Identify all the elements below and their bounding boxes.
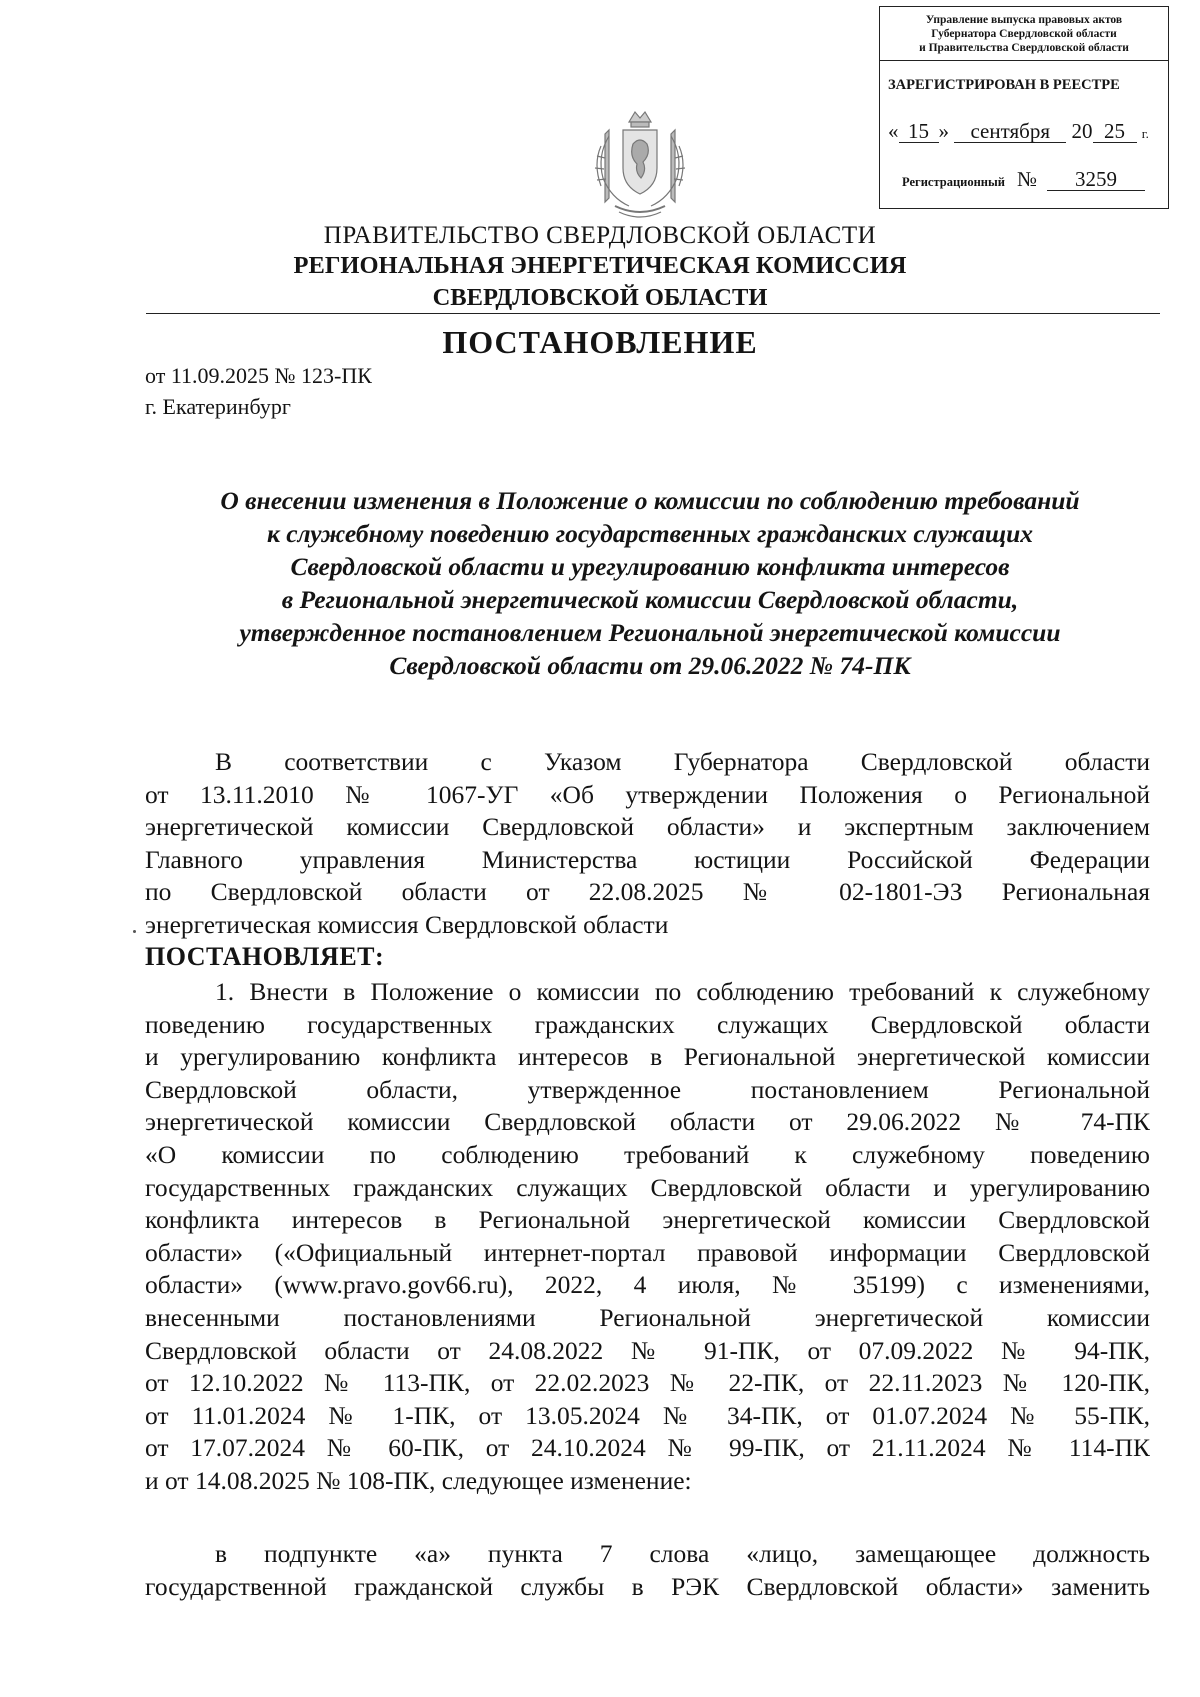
item-1-line: и от 14.08.2025 № 108-ПК, следующее изменение: <box>145 1465 692 1495</box>
title-line: Свердловской области и урегулированию конфликта интересов <box>290 552 1010 581</box>
item-1-line: Свердловской области, утвержденное постановлением Региональной <box>145 1074 1150 1104</box>
document-title <box>100 484 1200 682</box>
item-1-line: от 17.07.2024 № 60-ПК, от 24.10.2024 № 99-ПК, от 21.11.2024 № 114-ПК <box>145 1433 1150 1463</box>
header-divider <box>146 313 1160 314</box>
stamp-num-sign: № <box>1016 167 1038 191</box>
commission-name-line1: РЕГИОНАЛЬНАЯ ЭНЕРГЕТИЧЕСКАЯ КОМИССИЯ <box>293 252 907 279</box>
government-name: ПРАВИТЕЛЬСТВО СВЕРДЛОВСКОЙ ОБЛАСТИ <box>323 222 877 249</box>
preamble-line: В соответствии с Указом Губернатора Свердловской области <box>215 747 1150 776</box>
item-1-line: Свердловской области от 24.08.2022 № 91-ПК, от 07.09.2022 № 94-ПК, <box>145 1335 1150 1365</box>
title-line: к служебному поведению государственных гражданских служащих <box>266 519 1034 548</box>
stamp-year-mark: г. <box>1141 126 1149 141</box>
stamp-close-quote: » <box>938 119 949 143</box>
stamp-registered-label: ЗАРЕГИСТРИРОВАН В РЕЕСТРЕ <box>888 77 1120 93</box>
stamp-reg-number: 3259 <box>1047 168 1145 191</box>
item-1-line: энергетической комиссии Свердловской области от 29.06.2022 № 74-ПК <box>145 1107 1150 1137</box>
preamble-line: энергетическая комиссия Свердловской области <box>145 909 669 939</box>
document-type: ПОСТАНОВЛЕНИЕ <box>442 324 758 360</box>
title-line: О внесении изменения в Положение о комиссии по соблюдению требований <box>220 486 1080 515</box>
stamp-header-line: Губернатора Свердловской области <box>931 28 1117 40</box>
item-1-line: и урегулированию конфликта интересов в Региональной энергетической комиссии <box>145 1042 1150 1072</box>
stamp-reg-label: Регистрационный <box>902 175 1005 189</box>
change-paragraph <box>145 1538 1150 1603</box>
item-1-line: области» («Официальный интернет-портал правовой информации Свердловской <box>145 1237 1150 1267</box>
title-line: утвержденное постановлением Региональной энергетической комиссии <box>239 618 1061 647</box>
stamp-header <box>880 7 1168 61</box>
preamble-line: по Свердловской области от 22.08.2025 № 02-1801-ЭЗ Региональная <box>145 877 1150 907</box>
item-1-line: от 11.01.2024 № 1-ПК, от 13.05.2024 № 34-ПК, от 01.07.2024 № 55-ПК, <box>145 1400 1150 1430</box>
stamp-header-line: Управление выпуска правовых актов <box>925 14 1123 26</box>
item-1 <box>145 976 1150 1498</box>
stamp-year-prefix: 20 <box>1071 119 1093 143</box>
preamble <box>145 746 1150 942</box>
item-1-line: государственных гражданских служащих Свердловской области и урегулированию <box>145 1172 1150 1202</box>
preamble-line: Главного управления Министерства юстиции Российской Федерации <box>145 844 1150 874</box>
item-1-line: поведению государственных гражданских служащих Свердловской области <box>145 1009 1150 1039</box>
stamp-open-quote: « <box>888 119 899 143</box>
preamble-line: от 13.11.2010 № 1067-УГ «Об утверждении Положения о Региональной <box>145 779 1150 809</box>
stamp-number-row <box>902 167 1145 192</box>
item-1-line: конфликта интересов в Региональной энергетической комиссии Свердловской <box>145 1205 1150 1235</box>
item-1-line: 1. Внести в Положение о комиссии по соблюдению требований к служебному <box>215 977 1150 1006</box>
stamp-header-line: и Правительства Свердловской области <box>919 42 1129 54</box>
title-line: в Региональной энергетической комиссии Свердловской области, <box>281 585 1019 614</box>
registration-stamp <box>879 6 1169 209</box>
commission-name-line2: СВЕРДЛОВСКОЙ ОБЛАСТИ <box>432 284 768 311</box>
change-line: государственной гражданской службы в РЭК Свердловской области» заменить <box>145 1571 1150 1601</box>
stamp-month: сентября <box>954 120 1066 143</box>
coat-of-arms-icon <box>585 106 695 224</box>
stamp-day: 15 <box>899 120 939 143</box>
document-date-number: от 11.09.2025 № 123-ПК <box>145 363 372 388</box>
title-line: Свердловской области от 29.06.2022 № 74-ПК <box>389 651 911 680</box>
item-1-line: области» (www.pravo.gov66.ru), 2022, 4 июля, № 35199) с изменениями, <box>145 1270 1150 1300</box>
preamble-line: энергетической комиссии Свердловской области» и экспертным заключением <box>145 812 1150 842</box>
item-1-line: внесенными постановлениями Региональной энергетической комиссии <box>145 1302 1150 1332</box>
document-city: г. Екатеринбург <box>145 394 291 419</box>
stamp-year-suffix: 25 <box>1093 120 1137 143</box>
scan-speck <box>133 930 136 933</box>
stamp-date <box>888 119 1149 144</box>
resolves-heading: ПОСТАНОВЛЯЕТ: <box>145 942 385 971</box>
item-1-line: от 12.10.2022 № 113-ПК, от 22.02.2023 № 22-ПК, от 22.11.2023 № 120-ПК, <box>145 1368 1150 1398</box>
item-1-line: «О комиссии по соблюдению требований к служебному поведению <box>145 1139 1150 1169</box>
change-line: в подпункте «а» пункта 7 слова «лицо, замещающее должность <box>215 1539 1150 1568</box>
